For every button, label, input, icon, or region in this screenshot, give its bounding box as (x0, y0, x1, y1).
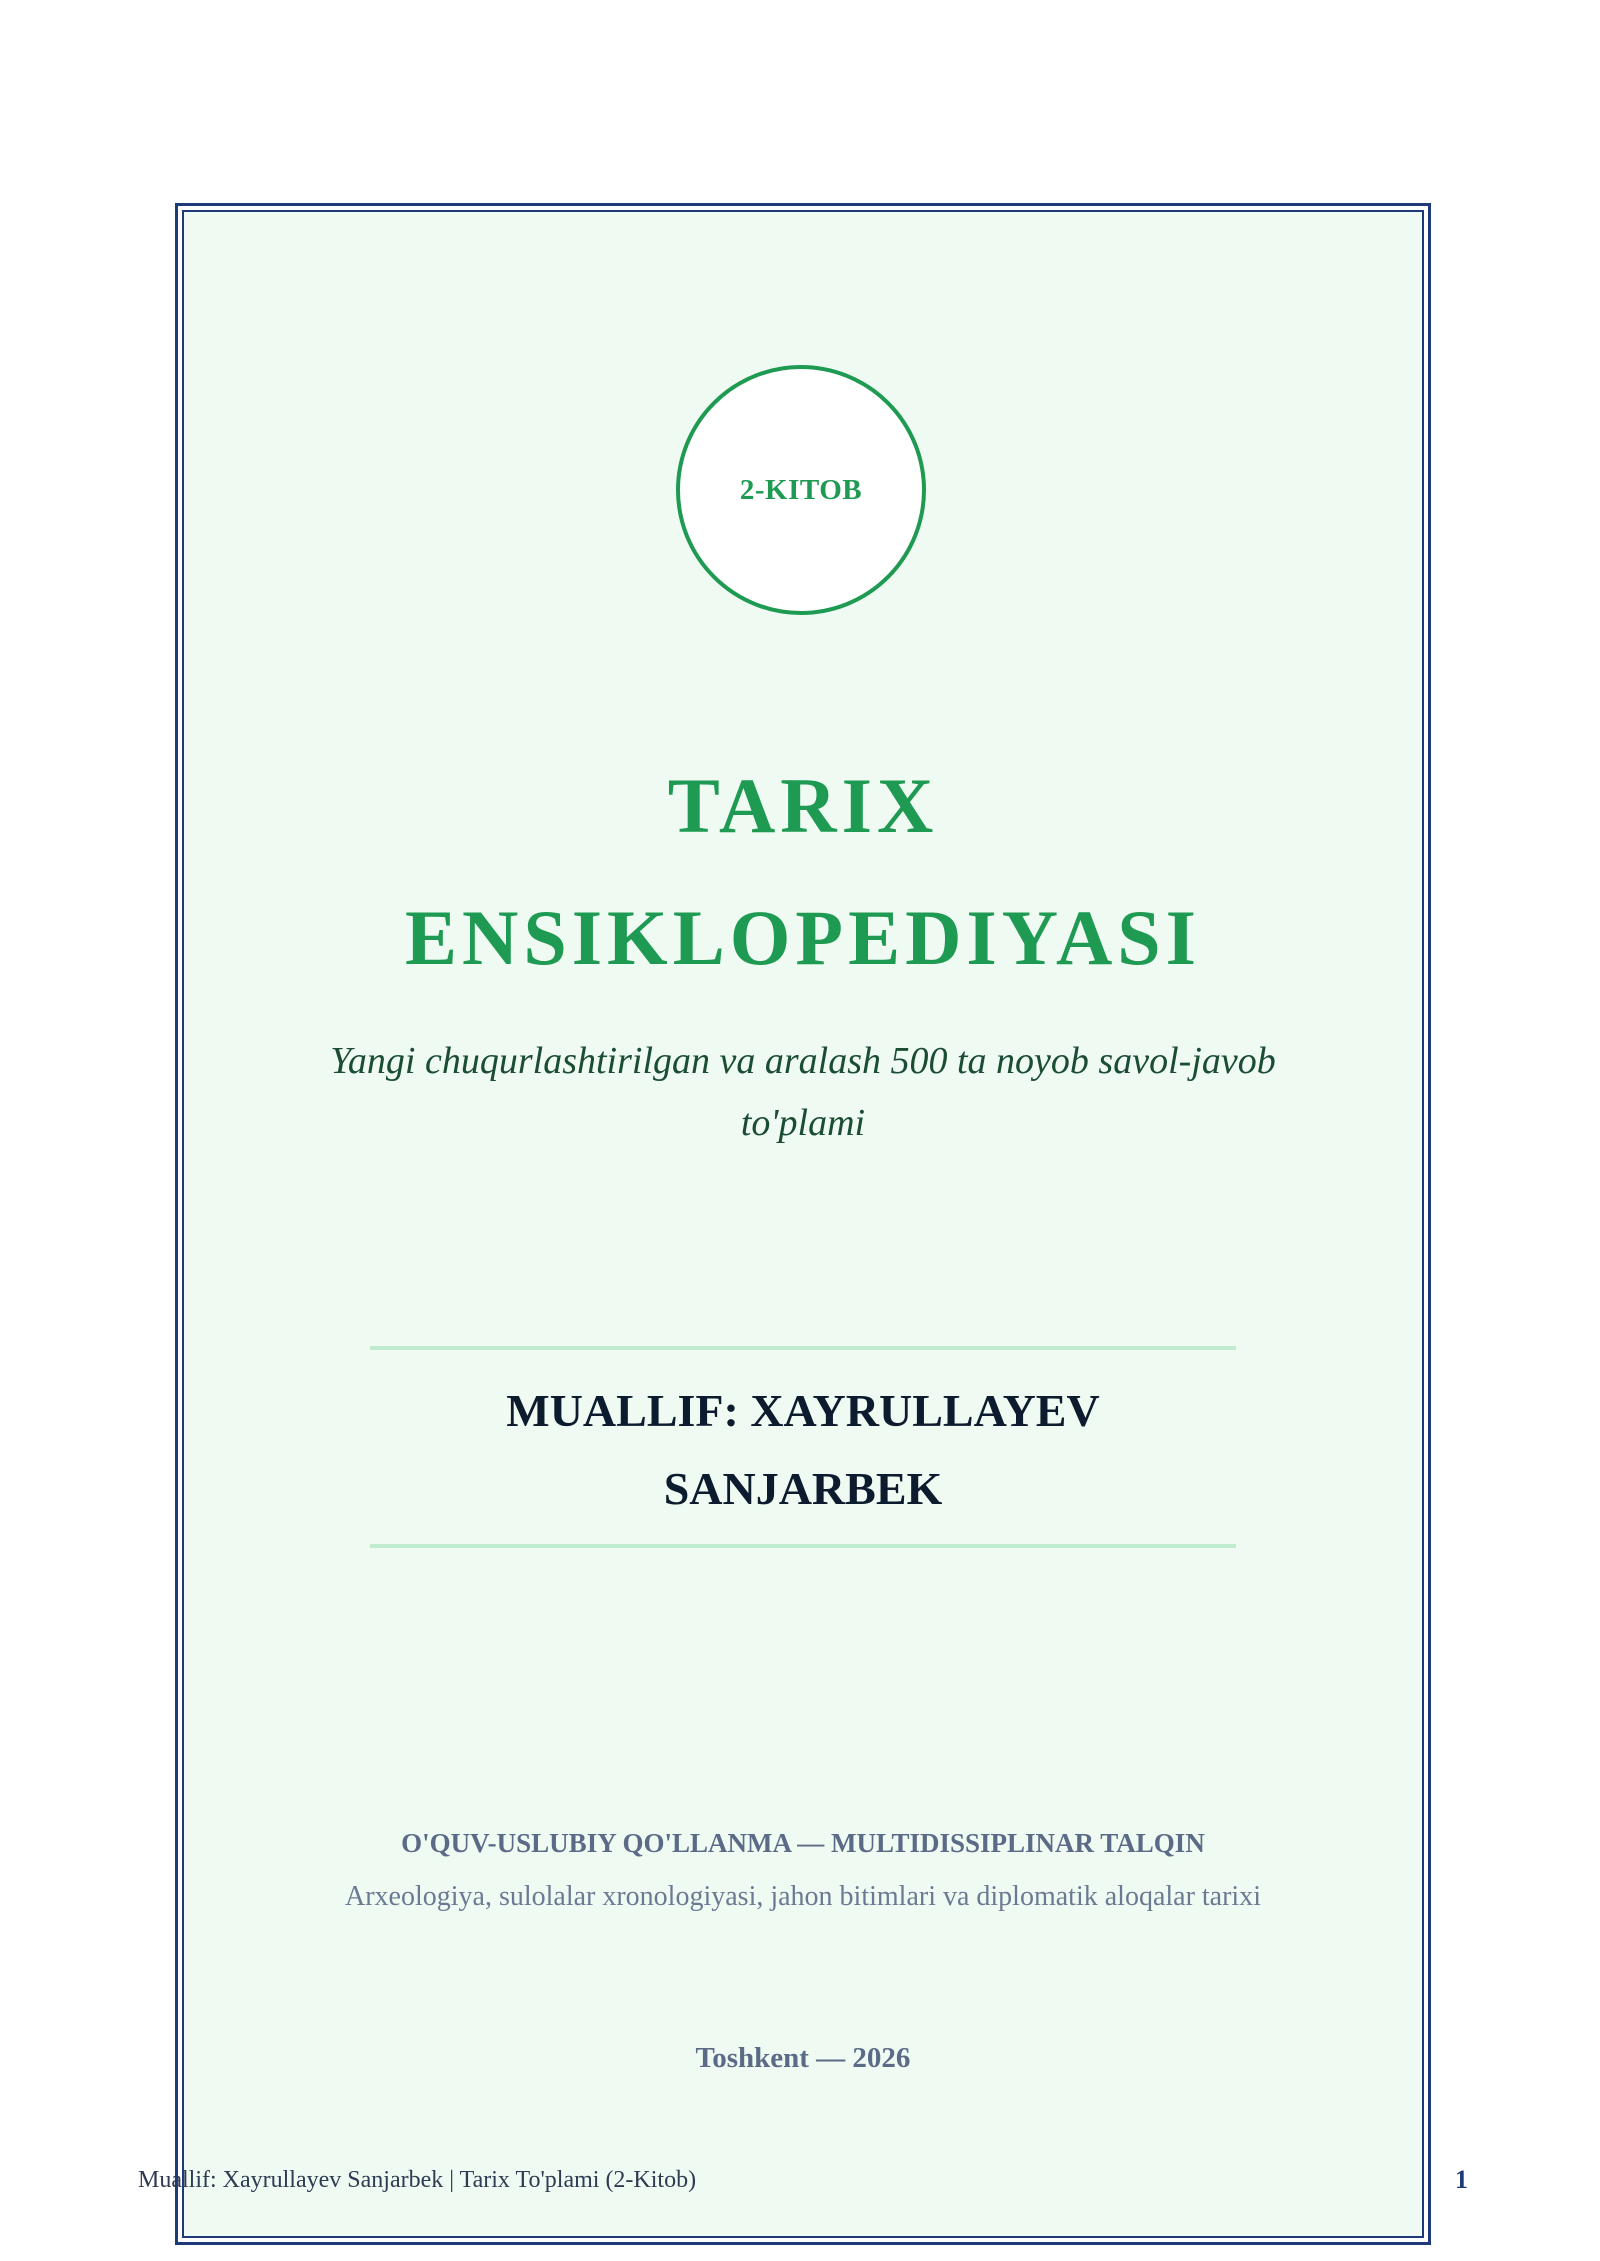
subtitle (282, 1030, 1324, 1154)
title-line-1: TARIX (667, 762, 939, 849)
author-line-2: SANJARBEK (663, 1463, 943, 1514)
author-name (282, 1372, 1324, 1528)
page-number: 1 (1455, 2165, 1468, 2194)
title-line-2: ENSIKLOPEDIYASI (404, 894, 1202, 981)
author-divider-bottom (370, 1544, 1236, 1548)
publication-scope: Arxeologiya, sulolalar xronologiyasi, jahon bitimlari va diplomatik aloqalar tarixi (344, 1881, 1261, 1912)
book-number-label: 2-KITOB (739, 473, 863, 506)
footer-running-title: Muallif: Xayrullayev Sanjarbek | Tarix To'plami (2-Kitob) (138, 2167, 697, 2193)
page-title (182, 740, 1424, 1004)
subtitle-line-1: Yangi chuqurlashtirilgan va aralash 500 ta noyob savol-javob (330, 1040, 1276, 1082)
author-divider-top (370, 1346, 1236, 1350)
publication-type: O'QUV-USLUBIY QO'LLANMA — MULTIDISSIPLINAR TALQIN (401, 1828, 1205, 1858)
author-line-1: MUALLIF: XAYRULLAYEV (506, 1385, 1100, 1436)
book-number-badge (676, 365, 926, 615)
place-and-year: Toshkent — 2026 (695, 2042, 911, 2074)
subtitle-line-2: to'plami (740, 1102, 866, 1144)
